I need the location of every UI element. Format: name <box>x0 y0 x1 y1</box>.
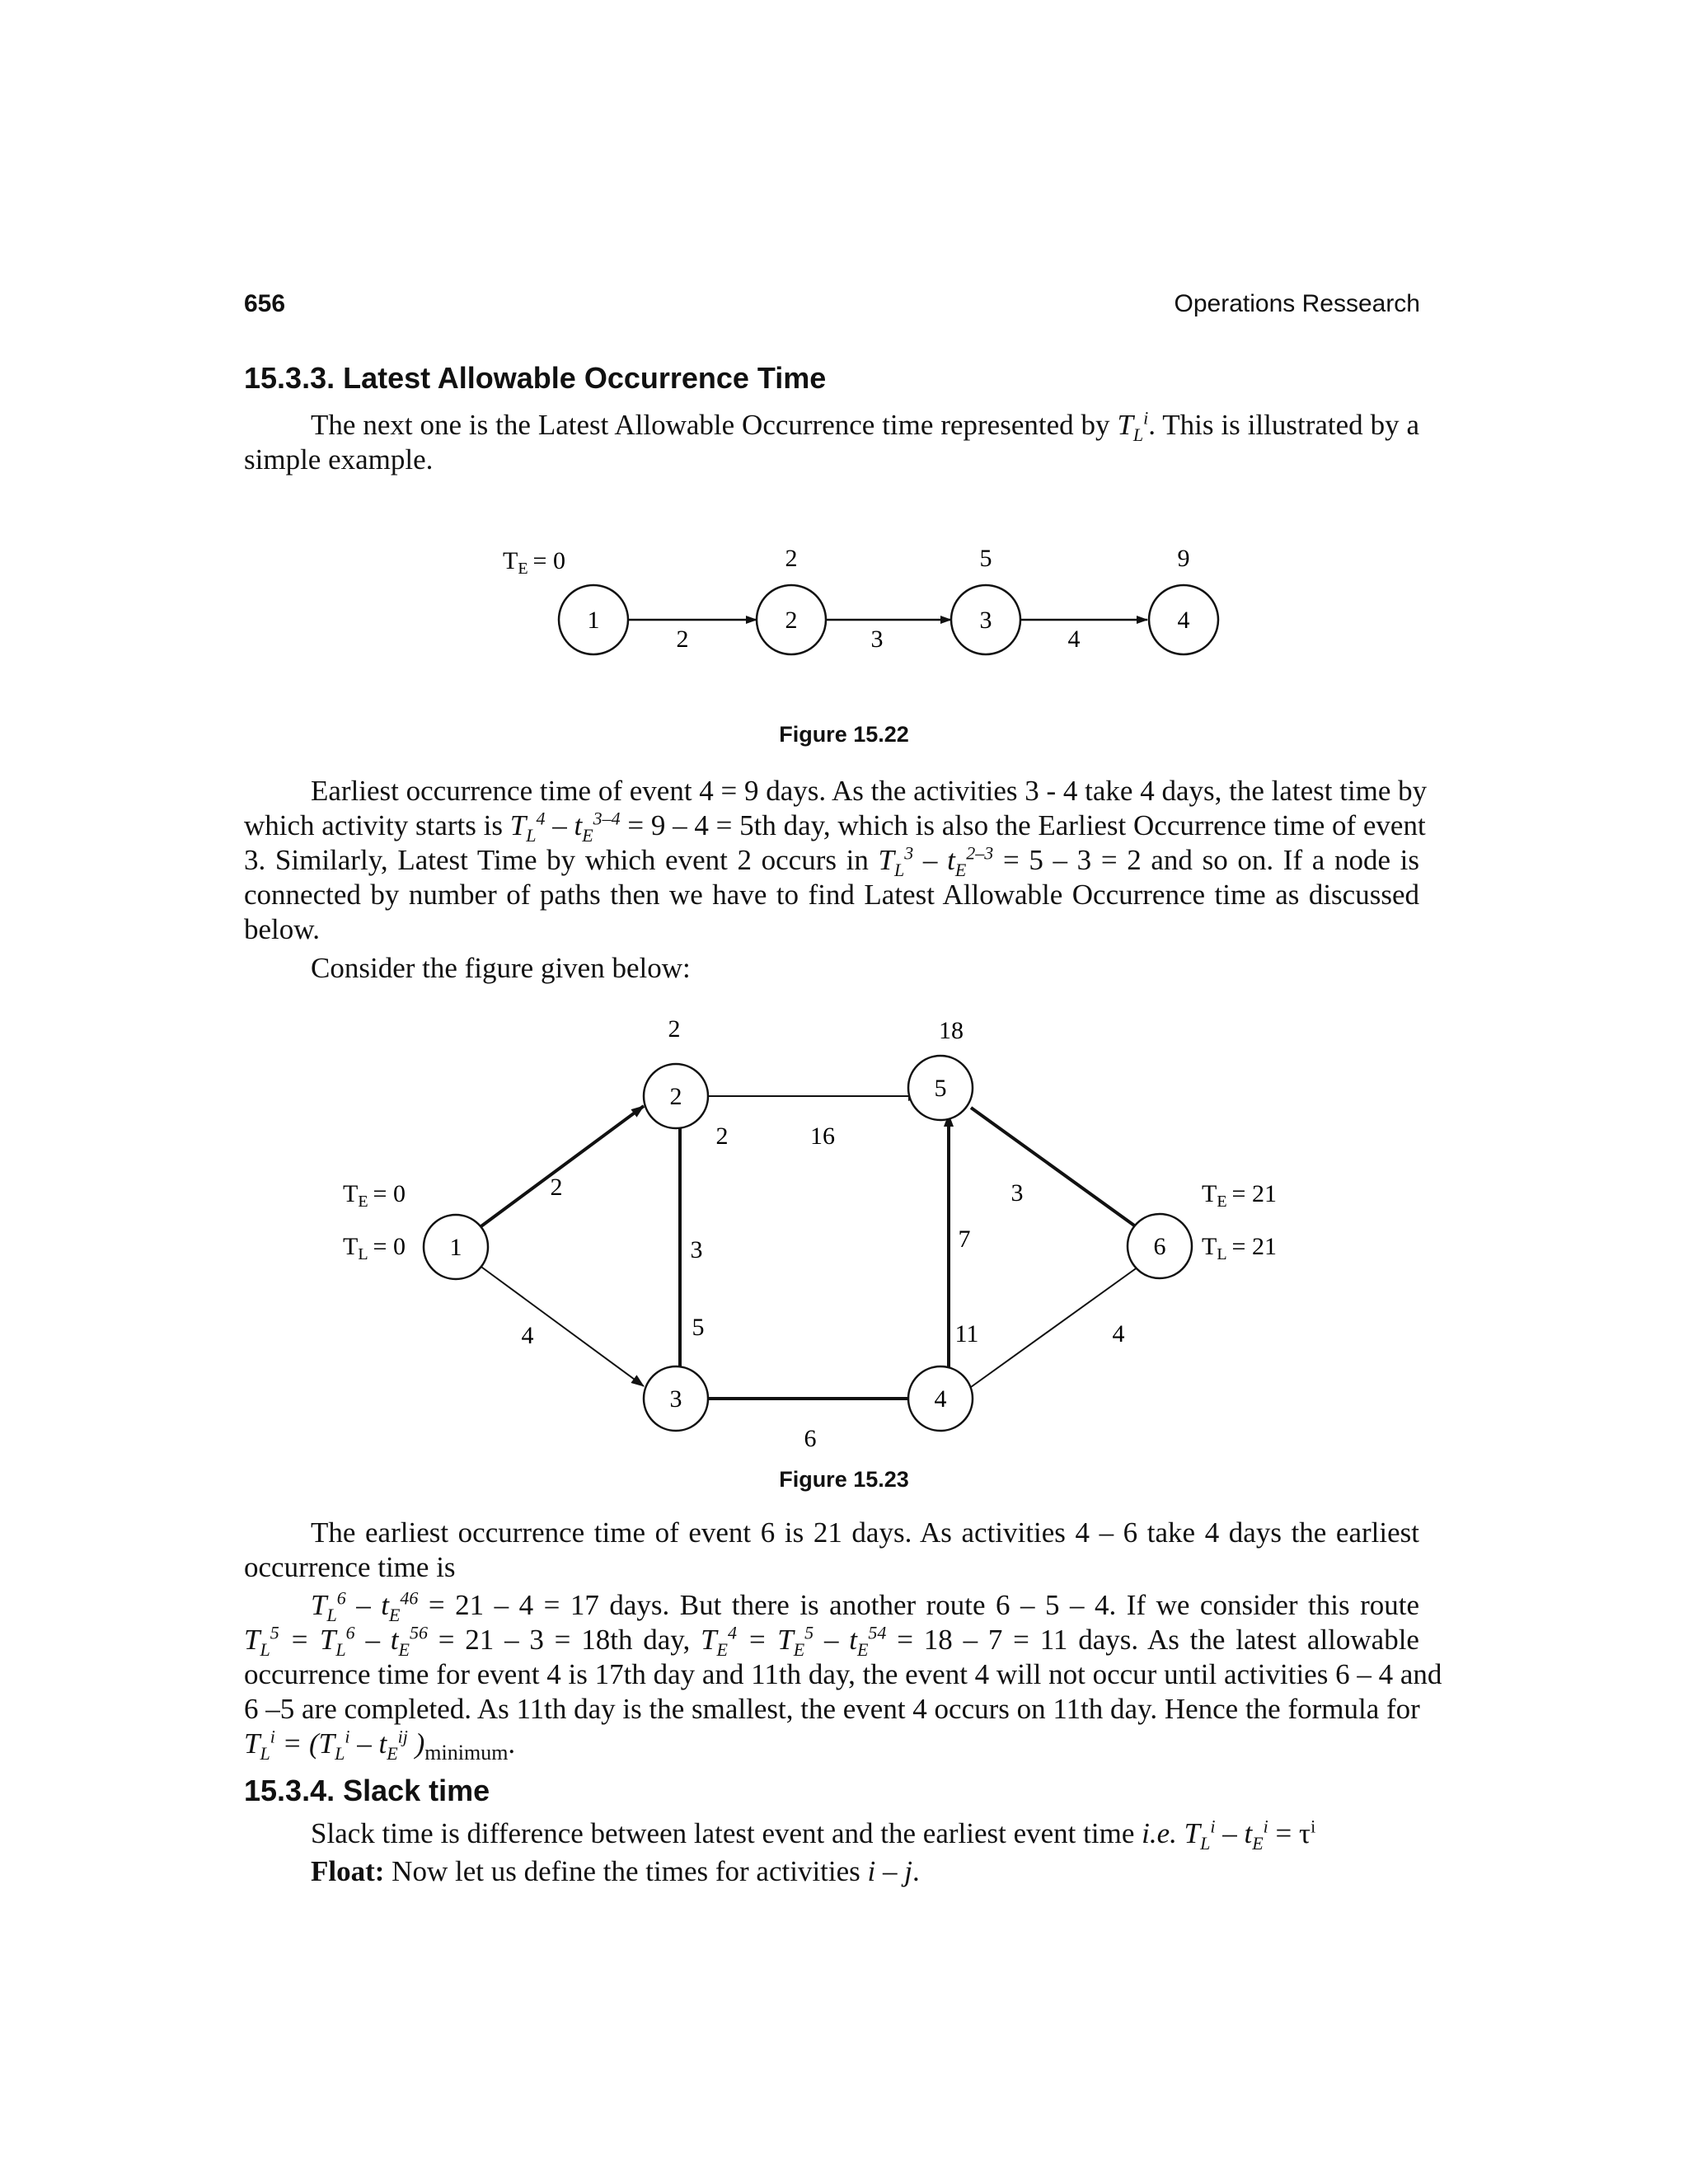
slack-definition: Slack time is difference between latest event and the earliest event time i.e. $T_L^i - t_E^i = \tau^i$ <box>311 1816 1316 1854</box>
event-time: 5 <box>979 545 992 572</box>
section-heading: 15.3.3. Latest Allowable Occurrence Time <box>244 361 827 395</box>
node-label: 4 <box>1177 607 1190 634</box>
event-time: 2 <box>785 545 798 572</box>
para2-line3: 3. Similarly, Latest Time by which event 2 occurs in $T_L^3 - t_E^{2-3} = 5 - 3 = 2$ and so on. If a node is <box>244 842 1420 880</box>
figure-15-22-diagram <box>462 536 1253 701</box>
para3-line6: 6 –5 are completed. As 11th day is the smallest, the event 4 occurs on 11th day. Hence the formula for <box>244 1693 1420 1725</box>
para3-line3: $T_L^6 - t_E^{46} = 21 - 4 = 17$ days. But there is another route 6 – 5 – 4. If we consider this route <box>311 1587 1419 1625</box>
para3-line7: $T_L^i = (T_L^i - t_E^{ij}$ )$_{minimum}$. <box>244 1726 516 1765</box>
figure-15-23-diagram <box>330 1005 1368 1483</box>
figure-caption: Figure 15.22 <box>779 722 909 747</box>
arrow-5-6 <box>971 1108 1151 1238</box>
para3-line1: The earliest occurrence time of event 6 is 21 days. As activities 4 – 6 take 4 days the earliest <box>311 1516 1419 1549</box>
activity-duration: 3 <box>1010 1179 1024 1207</box>
event-time: 9 <box>1177 545 1190 572</box>
intro-text-a: The next one is the Latest Allowable Occurrence time represented by <box>311 409 1118 441</box>
event-time: 18 <box>939 1017 964 1044</box>
node-label: 5 <box>934 1075 947 1102</box>
activity-duration: 3 <box>690 1236 703 1263</box>
section-heading: 15.3.4. Slack time <box>244 1774 490 1807</box>
para3-line5: occurrence time for event 4 is 17th day and 11th day, the event 4 will not occur until activities 6 – 4 and <box>244 1658 1442 1690</box>
running-title: Operations Ressearch <box>1174 290 1420 317</box>
node-label: 4 <box>934 1385 947 1413</box>
activity-duration: 2 <box>715 1122 729 1150</box>
intro-paragraph: The next one is the Latest Allowable Occurrence time represented by $T_L^i$. This is illustrated by a simple example. <box>244 407 1420 476</box>
activity-duration: 7 <box>958 1226 971 1253</box>
para2-line6: Consider the figure given below: <box>311 952 691 984</box>
activity-duration: 2 <box>676 626 689 653</box>
para2-line2: which activity starts is $T_L^4 - t_E^{3-4} = 9 - 4 = 5th$ day, which is also the Earliest Occurrence time of event <box>244 808 1426 846</box>
arrow-1-2 <box>479 1106 644 1228</box>
node-label: 3 <box>669 1385 682 1413</box>
end-tl-label: $T_L = 21$ <box>1202 1233 1277 1263</box>
node-label: 1 <box>449 1234 462 1261</box>
event-time: 2 <box>668 1015 681 1043</box>
node-label: 2 <box>669 1083 682 1110</box>
event-time: 5 <box>692 1314 705 1341</box>
float-definition: Float: Now let us define the times for activities i – j. <box>311 1855 920 1887</box>
te-label: $T_E = 0$ <box>503 547 565 578</box>
end-te-label: $T_E = 21$ <box>1202 1180 1277 1211</box>
page-number: 656 <box>244 290 286 317</box>
activity-duration: 4 <box>1067 626 1081 653</box>
arrow-1-3 <box>479 1265 644 1386</box>
para3-line4: $T_L^5 = T_L^6 - t_E^{56} = 21 - 3 = 18th$ day, $T_E^4 = T_E^5 - t_E^{54} = 18 - 7 = 11$ days. As the latest allowable <box>244 1622 1419 1660</box>
activity-duration: 16 <box>810 1122 835 1150</box>
start-tl-label: $T_L = 0$ <box>343 1233 406 1263</box>
node-label: 6 <box>1153 1233 1166 1260</box>
intro-text-b: . This is illustrated by a simple example. <box>244 409 1420 476</box>
para3-line2: occurrence time is <box>244 1551 456 1583</box>
node-label: 1 <box>587 607 600 634</box>
activity-duration: 4 <box>521 1322 534 1349</box>
figure-caption: Figure 15.23 <box>779 1467 909 1492</box>
para2-line4: connected by number of paths then we have to find Latest Allowable Occurrence time as discussed <box>244 879 1419 911</box>
activity-duration: 6 <box>804 1425 817 1452</box>
node-label: 2 <box>785 607 798 634</box>
start-te-label: $T_E = 0$ <box>343 1180 406 1211</box>
activity-duration: 4 <box>1112 1320 1125 1347</box>
activity-duration: 3 <box>870 626 884 653</box>
para2-line5: below. <box>244 913 321 945</box>
node-label: 3 <box>979 607 992 634</box>
activity-duration: 2 <box>550 1174 563 1201</box>
event-time: 11 <box>954 1320 979 1347</box>
para2-line1: Earliest occurrence time of event 4 = 9 days. As the activities 3 - 4 take 4 days, the latest time by <box>311 775 1428 807</box>
